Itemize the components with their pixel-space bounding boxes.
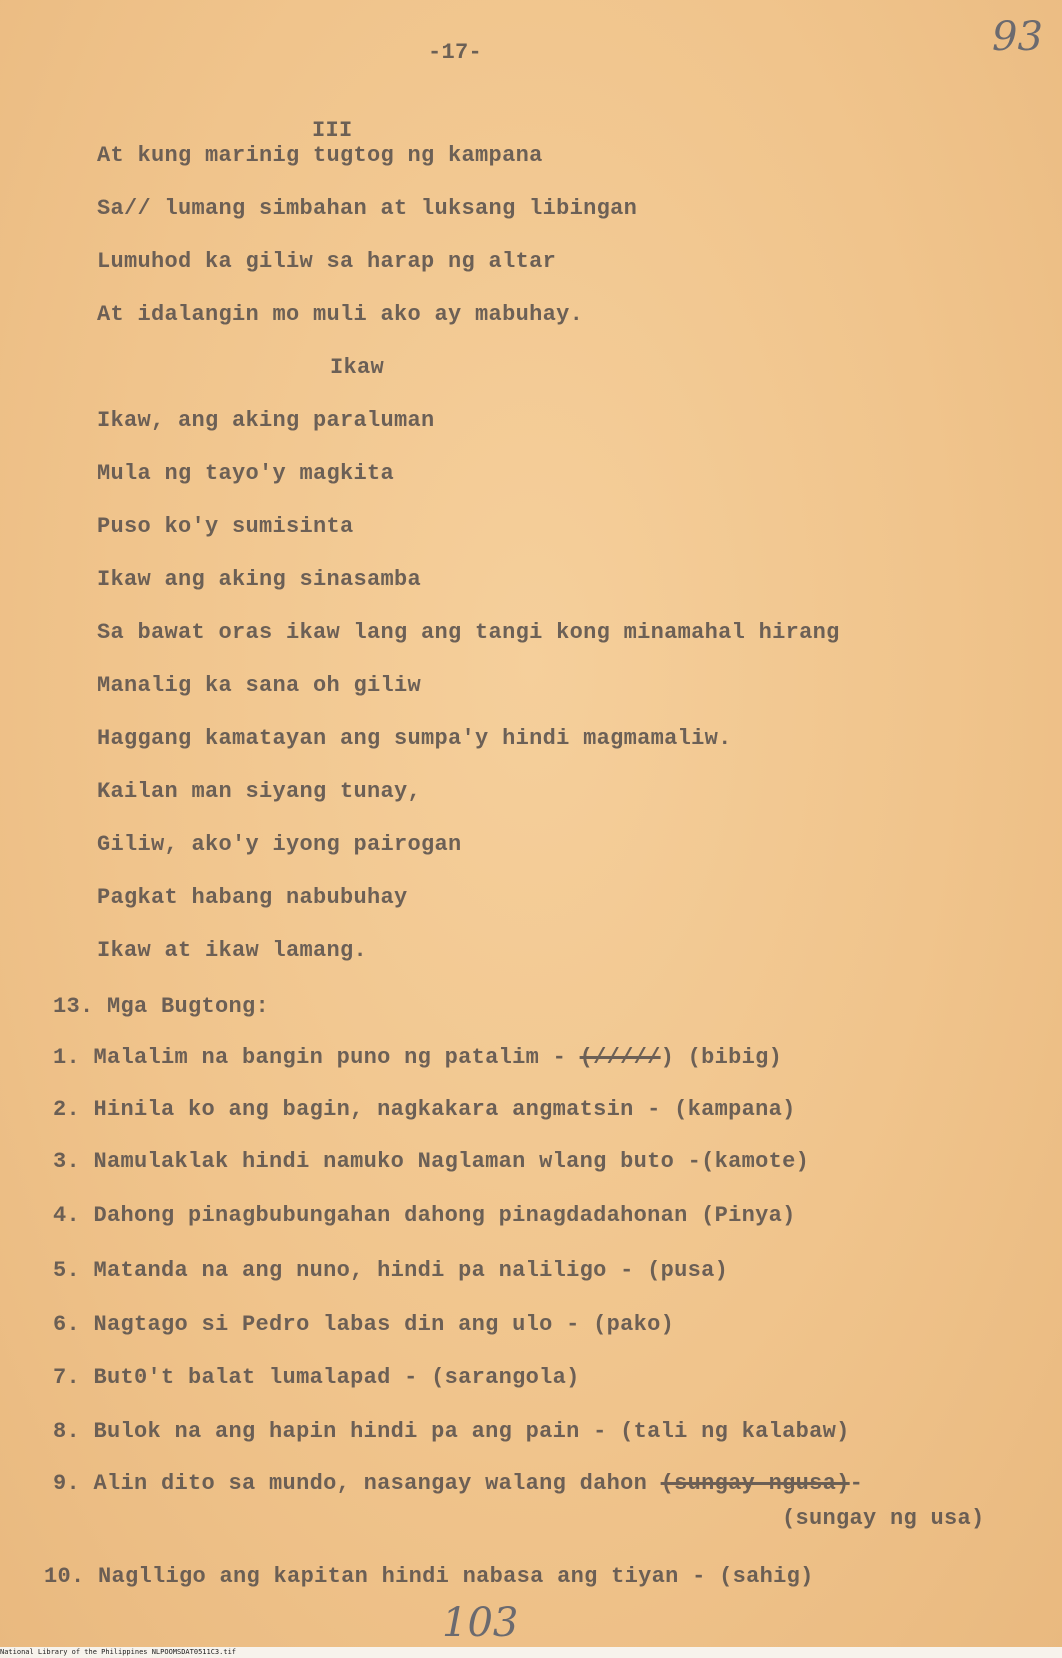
riddle-text: Naglligo ang kapitan hindi nabasa ang tiyan - (sahig) xyxy=(98,1564,814,1589)
verse-line: Sa// lumang simbahan at luksang libingan xyxy=(97,196,638,221)
song-line: Mula ng tayo'y magkita xyxy=(97,461,395,486)
riddle-answer: - xyxy=(849,1471,864,1496)
riddle-text: Dahong pinagbubungahan dahong pinagdadahonan (Pinya) xyxy=(93,1203,796,1228)
riddle-item xyxy=(53,1471,863,1496)
song-line: Ikaw, ang aking paraluman xyxy=(97,408,435,433)
riddle-number: 1. xyxy=(53,1045,81,1070)
verse-heading: III xyxy=(312,118,353,143)
riddle-number: 2. xyxy=(53,1097,81,1122)
riddle-number: 8. xyxy=(53,1419,81,1444)
riddle-number: 10. xyxy=(44,1564,85,1589)
riddle-text: Namulaklak hindi namuko Naglaman wlang buto -(kamote) xyxy=(93,1149,810,1174)
song-line: Ikaw ang aking sinasamba xyxy=(97,567,422,592)
riddle-answer: ) (bibig) xyxy=(660,1045,783,1070)
riddle-text: But0't balat lumalapad - (sarangola) xyxy=(93,1365,580,1390)
riddle-item xyxy=(53,1419,850,1444)
riddle-number: 6. xyxy=(53,1312,81,1337)
riddle-text: Nagtago si Pedro labas din ang ulo - (pako) xyxy=(93,1312,675,1337)
riddle-item xyxy=(53,1097,796,1122)
riddle-text: Hinila ko ang bagin, nagkakara angmatsin - (kampana) xyxy=(93,1097,796,1122)
song-line: Puso ko'y sumisinta xyxy=(97,514,354,539)
song-line: Giliw, ako'y iyong pairogan xyxy=(97,832,462,857)
song-line: Pagkat habang nabubuhay xyxy=(97,885,408,910)
song-line: Ikaw at ikaw lamang. xyxy=(97,938,368,963)
riddle-item xyxy=(53,1045,782,1070)
riddle-text: Alin dito sa mundo, nasangay walang dahon xyxy=(93,1471,661,1496)
riddle-item xyxy=(53,1203,796,1228)
riddle-item xyxy=(53,1365,580,1390)
song-title: Ikaw xyxy=(330,355,385,380)
song-line: Kailan man siyang tunay, xyxy=(97,779,422,804)
riddle-number: 7. xyxy=(53,1365,81,1390)
song-line: Manalig ka sana oh giliw xyxy=(97,673,422,698)
riddle-item xyxy=(53,1258,728,1283)
riddle-item xyxy=(53,1312,674,1337)
song-line: Haggang kamatayan ang sumpa'y hindi magmamaliw. xyxy=(97,726,732,751)
riddle-item xyxy=(44,1564,814,1589)
riddle-number: 9. xyxy=(53,1471,81,1496)
archive-footer: National Library of the Philippines NLPOOMSDAT0511C3.tif xyxy=(0,1647,1062,1658)
handwritten-bottom-number: 103 xyxy=(442,1600,519,1646)
struck-answer: (sungay ngusa) xyxy=(660,1471,850,1496)
page-number: -17- xyxy=(428,40,483,65)
verse-line: Lumuhod ka giliw sa harap ng altar xyxy=(97,249,557,274)
riddle-text: Malalim na bangin puno ng patalim - xyxy=(93,1045,580,1070)
struck-answer: (///// xyxy=(579,1045,661,1070)
verse-line: At kung marinig tugtog ng kampana xyxy=(97,143,543,168)
song-line: Sa bawat oras ikaw lang ang tangi kong minamahal hirang xyxy=(97,620,840,645)
riddle-text: Bulok na ang hapin hindi pa ang pain - (tali ng kalabaw) xyxy=(93,1419,850,1444)
riddle-number: 5. xyxy=(53,1258,81,1283)
riddle-text: Matanda na ang nuno, hindi pa naliligo - (pusa) xyxy=(93,1258,729,1283)
riddle-number: 3. xyxy=(53,1149,81,1174)
handwritten-page-number: 93 xyxy=(992,14,1043,60)
riddle-correction: (sungay ng usa) xyxy=(782,1506,985,1531)
verse-line: At idalangin mo muli ako ay mabuhay. xyxy=(97,302,584,327)
riddle-item xyxy=(53,1149,809,1174)
riddle-number: 4. xyxy=(53,1203,81,1228)
riddles-heading: 13. Mga Bugtong: xyxy=(53,994,270,1019)
